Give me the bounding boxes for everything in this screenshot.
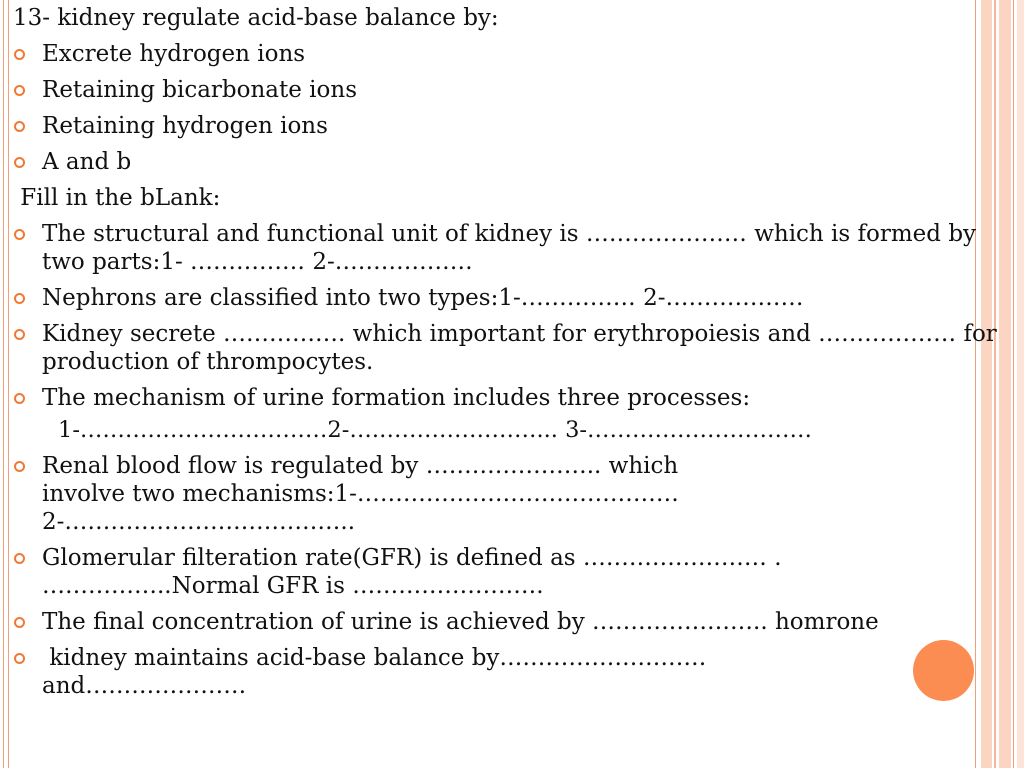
fill-heading: Fill in the bLank: <box>13 185 221 211</box>
fill-item-text: kidney maintains acid-base balance by……………………… and………………… <box>42 645 714 699</box>
slide-content <box>13 4 1008 708</box>
option-text: Excrete hydrogen ions <box>42 41 306 67</box>
fill-item <box>13 544 1008 600</box>
fill-item <box>13 644 1008 700</box>
orange-decor-circle <box>913 640 974 701</box>
fill-item-text: Renal blood flow is regulated by ………………….. which involve two mechanisms:1-…………………………………… 2-……………………………….. <box>42 453 679 535</box>
fill-item <box>13 320 1008 376</box>
hollow-circle-bullet-icon <box>14 85 25 96</box>
option-item <box>13 112 1008 140</box>
option-item <box>13 76 1008 104</box>
hollow-circle-bullet-icon <box>14 229 25 240</box>
hollow-circle-bullet-icon <box>14 157 25 168</box>
fill-item <box>13 384 1008 412</box>
fill-item-text: Nephrons are classified into two types:1-…………… 2-……………… <box>42 285 804 311</box>
left-border-line-inner <box>8 0 9 768</box>
option-text: A and b <box>42 149 132 175</box>
fill-item <box>13 608 1008 636</box>
right-stripe-line-3 <box>1013 0 1014 768</box>
fill-item-text: Glomerular filteration rate(GFR) is defined as …………………… . ……………..Normal GFR is ……………………. <box>42 545 782 599</box>
option-item <box>13 40 1008 68</box>
hollow-circle-bullet-icon <box>14 653 25 664</box>
fill-item-text: The structural and functional unit of kidney is ………………… which is formed by two parts:1- …………… 2-……………… <box>42 221 977 275</box>
hollow-circle-bullet-icon <box>14 617 25 628</box>
hollow-circle-bullet-icon <box>14 461 25 472</box>
hollow-circle-bullet-icon <box>14 329 25 340</box>
fill-item <box>13 284 1008 312</box>
question-heading: 13- kidney regulate acid-base balance by: <box>13 5 499 31</box>
fill-item-text: The final concentration of urine is achieved by ………………….. homrone <box>42 609 879 635</box>
hollow-circle-bullet-icon <box>14 49 25 60</box>
hollow-circle-bullet-icon <box>14 393 25 404</box>
processes-blank-line: 1-……………………………2-….…………………... 3-………………………… <box>58 417 813 443</box>
hollow-circle-bullet-icon <box>14 553 25 564</box>
option-text: Retaining bicarbonate ions <box>42 77 358 103</box>
hollow-circle-bullet-icon <box>14 293 25 304</box>
option-text: Retaining hydrogen ions <box>42 113 328 139</box>
fill-item <box>13 452 1008 536</box>
option-item <box>13 148 1008 176</box>
hollow-circle-bullet-icon <box>14 121 25 132</box>
fill-item <box>13 220 1008 276</box>
fill-item-text: Kidney secrete ……………. which important for erythropoiesis and ……………… for production of thrompocytes. <box>42 321 997 375</box>
fill-item-text: The mechanism of urine formation includes three processes: <box>42 385 751 411</box>
left-border-line-outer <box>3 0 4 768</box>
right-stripe-band-3 <box>1017 0 1024 768</box>
